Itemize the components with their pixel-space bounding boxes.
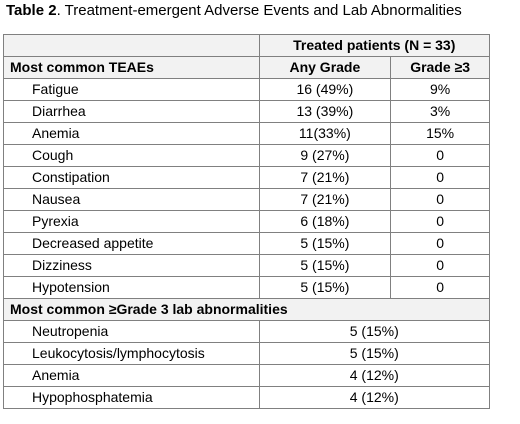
teae-name-cell: Diarrhea bbox=[4, 101, 260, 123]
table-row bbox=[4, 101, 490, 123]
teae-section-header-row bbox=[4, 57, 490, 79]
teae-name-cell: Pyrexia bbox=[4, 211, 260, 233]
grade3-cell: 0 bbox=[391, 277, 490, 299]
teae-name-cell: Decreased appetite bbox=[4, 233, 260, 255]
caption-text: . Treatment-emergent Adverse Events and Lab Abnormalities bbox=[56, 2, 462, 19]
lab-name-cell: Anemia bbox=[4, 365, 260, 387]
table-row bbox=[4, 189, 490, 211]
caption-label: Table 2 bbox=[6, 2, 57, 19]
any-grade-cell: 9 (27%) bbox=[259, 145, 391, 167]
table-row bbox=[4, 145, 490, 167]
table-caption bbox=[6, 2, 462, 20]
grade3-cell: 15% bbox=[391, 123, 490, 145]
teae-name-cell: Constipation bbox=[4, 167, 260, 189]
lab-value-cell: 4 (12%) bbox=[259, 387, 489, 409]
any-grade-header: Any Grade bbox=[259, 57, 391, 79]
grade3-cell: 0 bbox=[391, 189, 490, 211]
grade3-cell: 0 bbox=[391, 211, 490, 233]
teae-name-cell: Cough bbox=[4, 145, 260, 167]
lab-value-cell: 5 (15%) bbox=[259, 343, 489, 365]
table-row bbox=[4, 167, 490, 189]
teae-section-title: Most common TEAEs bbox=[4, 57, 260, 79]
teae-name-cell: Fatigue bbox=[4, 79, 260, 101]
table-row bbox=[4, 123, 490, 145]
any-grade-cell: 13 (39%) bbox=[259, 101, 391, 123]
table-row bbox=[4, 211, 490, 233]
grade3-cell: 0 bbox=[391, 233, 490, 255]
lab-section-title: Most common ≥Grade 3 lab abnormalities bbox=[4, 299, 490, 321]
table-row bbox=[4, 255, 490, 277]
any-grade-cell: 5 (15%) bbox=[259, 233, 391, 255]
table-row bbox=[4, 277, 490, 299]
grade3-cell: 0 bbox=[391, 167, 490, 189]
lab-value-cell: 4 (12%) bbox=[259, 365, 489, 387]
empty-header-cell bbox=[4, 35, 260, 57]
any-grade-cell: 7 (21%) bbox=[259, 189, 391, 211]
treated-patients-header: Treated patients (N = 33) bbox=[259, 35, 489, 57]
any-grade-cell: 5 (15%) bbox=[259, 255, 391, 277]
grade3-cell: 3% bbox=[391, 101, 490, 123]
grade3-cell: 0 bbox=[391, 255, 490, 277]
any-grade-cell: 7 (21%) bbox=[259, 167, 391, 189]
teae-name-cell: Anemia bbox=[4, 123, 260, 145]
lab-name-cell: Leukocytosis/lymphocytosis bbox=[4, 343, 260, 365]
table-row bbox=[4, 321, 490, 343]
any-grade-cell: 16 (49%) bbox=[259, 79, 391, 101]
table-row bbox=[4, 343, 490, 365]
table-row bbox=[4, 387, 490, 409]
any-grade-cell: 6 (18%) bbox=[259, 211, 391, 233]
lab-name-cell: Hypophosphatemia bbox=[4, 387, 260, 409]
table-row bbox=[4, 365, 490, 387]
lab-section-header-row bbox=[4, 299, 490, 321]
adverse-events-table bbox=[3, 34, 490, 409]
table-row bbox=[4, 233, 490, 255]
table-row bbox=[4, 79, 490, 101]
teae-name-cell: Hypotension bbox=[4, 277, 260, 299]
teae-name-cell: Dizziness bbox=[4, 255, 260, 277]
group-header-row bbox=[4, 35, 490, 57]
lab-name-cell: Neutropenia bbox=[4, 321, 260, 343]
grade3-header: Grade ≥3 bbox=[391, 57, 490, 79]
lab-value-cell: 5 (15%) bbox=[259, 321, 489, 343]
any-grade-cell: 11(33%) bbox=[259, 123, 391, 145]
grade3-cell: 9% bbox=[391, 79, 490, 101]
grade3-cell: 0 bbox=[391, 145, 490, 167]
teae-name-cell: Nausea bbox=[4, 189, 260, 211]
any-grade-cell: 5 (15%) bbox=[259, 277, 391, 299]
